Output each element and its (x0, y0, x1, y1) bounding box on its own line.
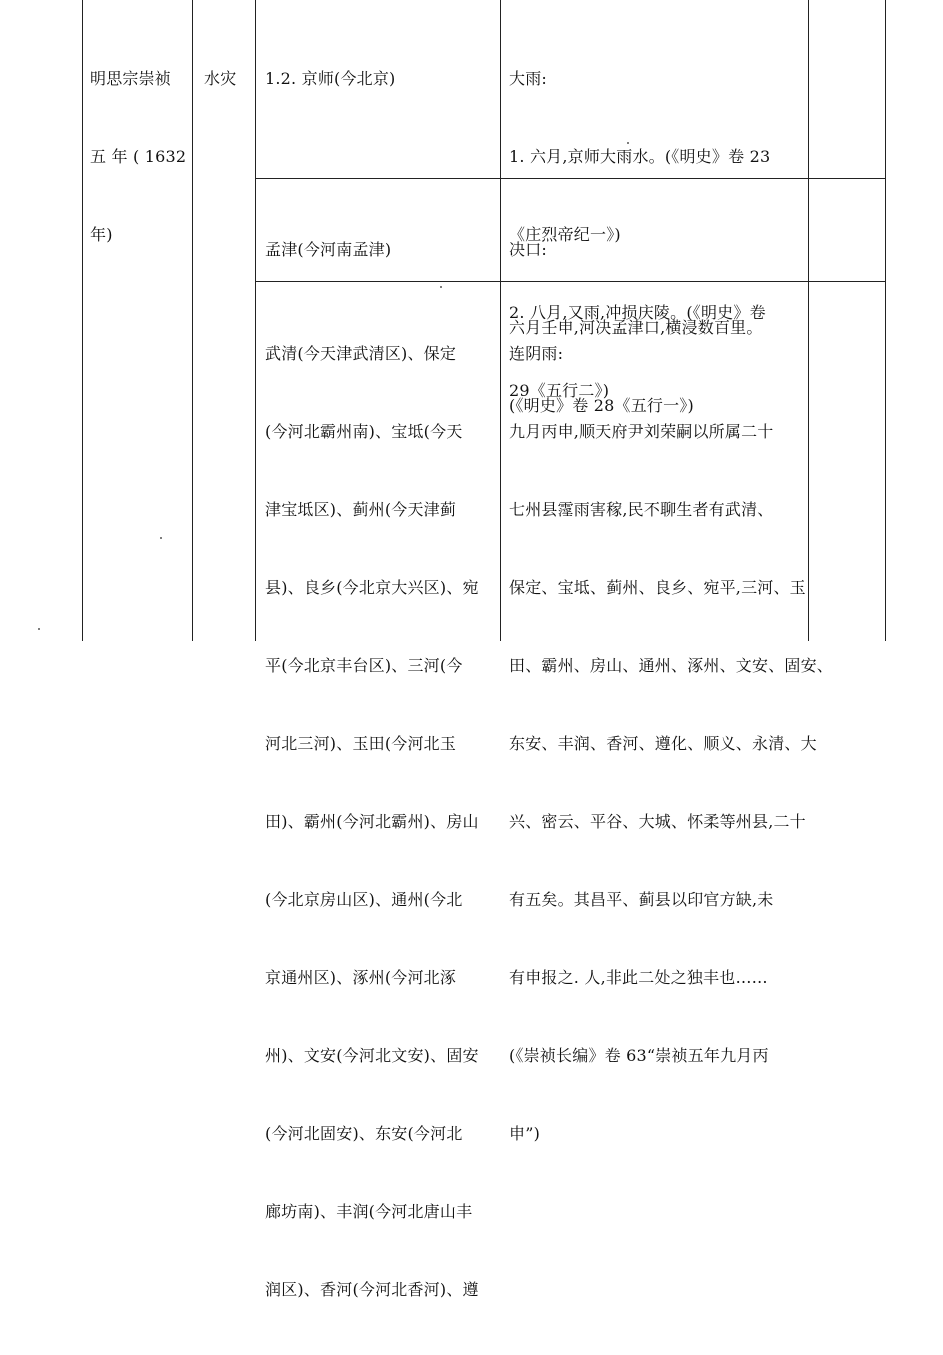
location-line: 武清(今天津武清区)、保定 (265, 344, 457, 363)
location-line: 孟津(今河南孟津) (265, 240, 392, 259)
location-line: 京通州区)、涿州(今河北涿 (265, 968, 457, 987)
location-line: 润区)、香河(今河北香河)、遵 (265, 1280, 479, 1299)
record-line: 有五矣。其昌平、蓟县以印官方缺,未 (509, 890, 774, 909)
location-cell-3 (265, 289, 479, 1355)
location-line: 平(今北京丰台区)、三河(今 (265, 656, 463, 675)
record-line: 田、霸州、房山、通州、涿州、文安、固安、 (509, 656, 834, 675)
table-border-left (82, 0, 83, 641)
period-line-1: 明思宗崇祯 (90, 69, 172, 88)
scan-speck (627, 142, 629, 144)
scan-speck (38, 628, 40, 630)
record-line: 七州县霪雨害稼,民不聊生者有武清、 (509, 500, 774, 519)
record-line: 29《五行二》) (509, 381, 610, 400)
record-line: 《庄烈帝纪一》) (509, 225, 621, 244)
location-line: 州)、文安(今河北文安)、固安 (265, 1046, 479, 1065)
record-line: 1. 六月,京师大雨水。(《明史》卷 23 (509, 147, 771, 166)
record-line: 申”) (509, 1124, 541, 1143)
location-line: 1.2. 京师(今北京) (265, 69, 396, 88)
record-line: 保定、宝坻、蓟州、良乡、宛平,三河、玉 (509, 578, 806, 597)
table-divider-period (192, 0, 193, 641)
scan-speck (440, 286, 442, 288)
category-cell (204, 14, 236, 144)
record-line: 2. 八月,又雨,冲损庆陵。(《明史》卷 (509, 303, 766, 322)
record-line: 决口: (509, 240, 547, 259)
table-border-right (885, 0, 886, 641)
scan-speck (160, 537, 162, 539)
location-line: (今北京房山区)、通州(今北 (265, 890, 463, 909)
table-divider-category (255, 0, 256, 641)
period-line-3: 年) (90, 225, 113, 244)
location-line: 津宝坻区)、蓟州(今天津蓟 (265, 500, 457, 519)
category-label: 水灾 (204, 69, 237, 88)
table-divider-location (500, 0, 501, 641)
record-cell-3 (509, 289, 833, 1199)
location-line: 县)、良乡(今北京大兴区)、宛 (265, 578, 479, 597)
location-line: 河北三河)、玉田(今河北玉 (265, 734, 457, 753)
location-line: 田)、霸州(今河北霸州)、房山 (265, 812, 479, 831)
location-cell-1 (265, 14, 396, 144)
location-line: (今河北固安)、东安(今河北 (265, 1124, 463, 1143)
record-line: 东安、丰润、香河、遵化、顺义、永清、大 (509, 734, 817, 753)
period-cell (90, 14, 186, 300)
record-line: 九月丙申,顺天府尹刘荣嗣以所属二十 (509, 422, 774, 441)
location-line: (今河北霸州南)、宝坻(今天 (265, 422, 463, 441)
record-line: 六月壬申,河决孟津口,横浸数百里。 (509, 318, 763, 337)
location-line: 廊坊南)、丰润(今河北唐山丰 (265, 1202, 473, 1221)
record-line: 有申报之. 人,非此二处之独丰也…… (509, 968, 768, 987)
period-line-2: 五 年 ( 1632 (90, 147, 187, 166)
record-line: (《明史》卷 28《五行一》) (509, 396, 694, 415)
record-line: 大雨: (509, 69, 547, 88)
record-line: (《崇祯长编》卷 63“崇祯五年九月丙 (509, 1046, 769, 1065)
record-line: 兴、密云、平谷、大城、怀柔等州县,二十 (509, 812, 806, 831)
record-line: 连阴雨: (509, 344, 564, 363)
